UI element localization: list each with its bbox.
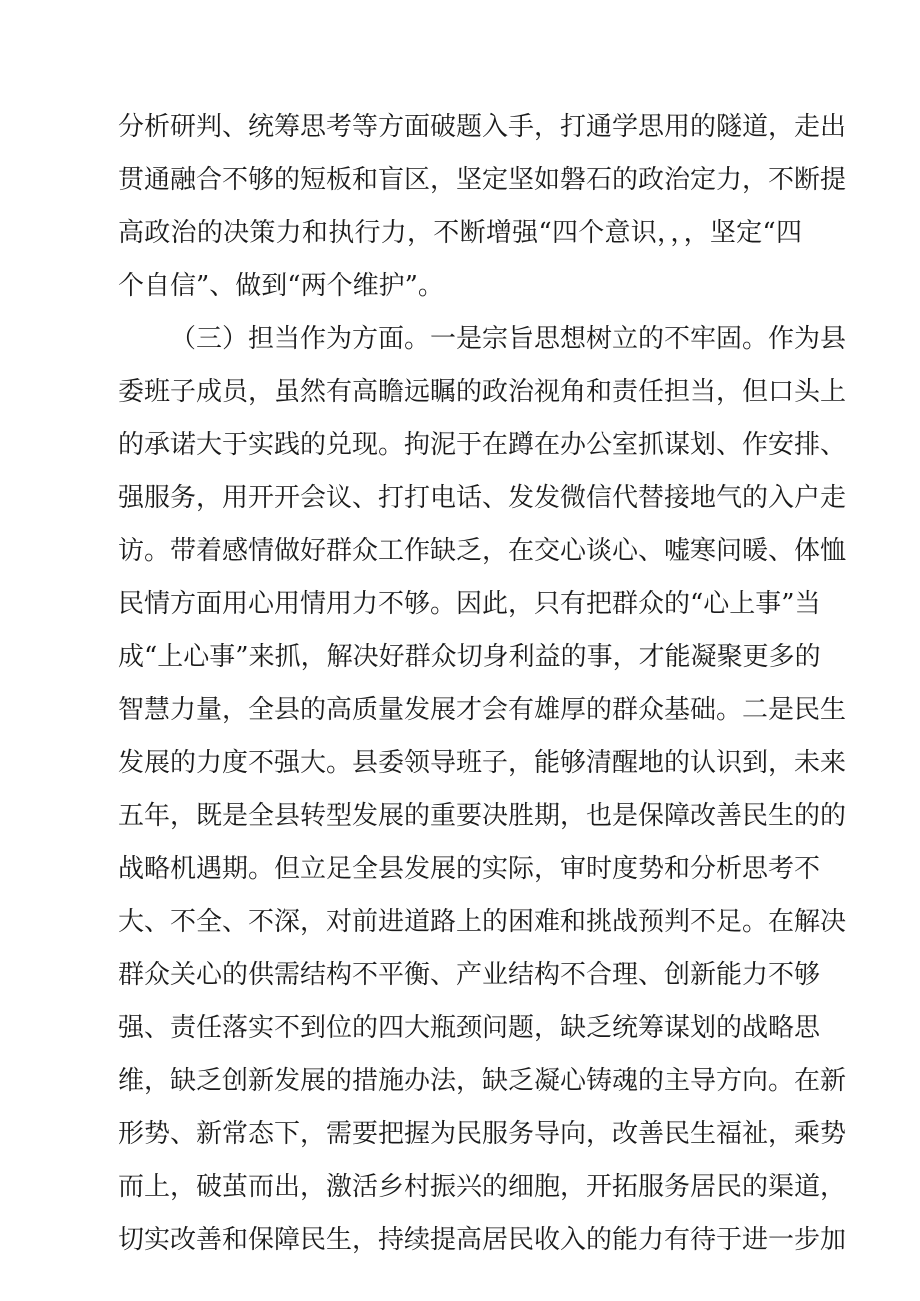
text-line: 智慧力量，全县的高质量发展才会有雄厚的群众基础。二是民生	[118, 695, 847, 725]
text-line: 强、责任落实不到位的四大瓶颈问题，缺乏统筹谋划的战略思	[118, 1013, 821, 1043]
section-heading-line: （三）担当作为方面。一是宗旨思想树立的不牢固。作为县	[170, 324, 847, 354]
text-line: 高政治的决策力和执行力，不断增强“四个意识，，，坚定“四	[118, 218, 802, 248]
text-line: 个自信”、做到“两个维护”。	[118, 271, 444, 301]
text-line: 访。带着感情做好群众工作缺乏，在交心谈心、嘘寒问暖、体恤	[118, 536, 847, 566]
text-line: 贯通融合不够的短板和盲区，坚定坚如磐石的政治定力，不断提	[118, 165, 847, 195]
text-line: 而上，破茧而出，激活乡村振兴的细胞，开拓服务居民的渠道，	[118, 1172, 847, 1202]
text-line: 民情方面用心用情用力不够。因此，只有把群众的“心上事”当	[118, 589, 821, 619]
text-line: 的承诺大于实践的兑现。拘泥于在蹲在办公室抓谋划、作安排、	[118, 430, 847, 460]
text-line: 分析研判、统筹思考等方面破题入手，打通学思用的隧道，走出	[118, 112, 847, 142]
text-line: 强服务，用开开会议、打打电话、发发微信代替接地气的入户走	[118, 483, 847, 513]
text-line: 发展的力度不强大。县委领导班子，能够清醒地的认识到，未来	[118, 748, 847, 778]
text-line: 形势、新常态下，需要把握为民服务导向，改善民生福祉，乘势	[118, 1119, 847, 1149]
text-line: 成“上心事”来抓，解决好群众切身利益的事，才能凝聚更多的	[118, 642, 821, 672]
text-line: 战略机遇期。但立足全县发展的实际，审时度势和分析思考不	[118, 854, 821, 884]
text-line: 委班子成员，虽然有高瞻远瞩的政治视角和责任担当，但口头上	[118, 377, 847, 407]
text-line: 切实改善和保障民生，持续提高居民收入的能力有待于进一步加	[118, 1225, 847, 1255]
text-line: 群众关心的供需结构不平衡、产业结构不合理、创新能力不够	[118, 960, 821, 990]
text-line: 维，缺乏创新发展的措施办法，缺乏凝心铸魂的主导方向。在新	[118, 1066, 847, 1096]
text-line: 大、不全、不深，对前进道路上的困难和挑战预判不足。在解决	[118, 907, 847, 937]
text-line: 五年，既是全县转型发展的重要决胜期，也是保障改善民生的的	[118, 801, 847, 831]
